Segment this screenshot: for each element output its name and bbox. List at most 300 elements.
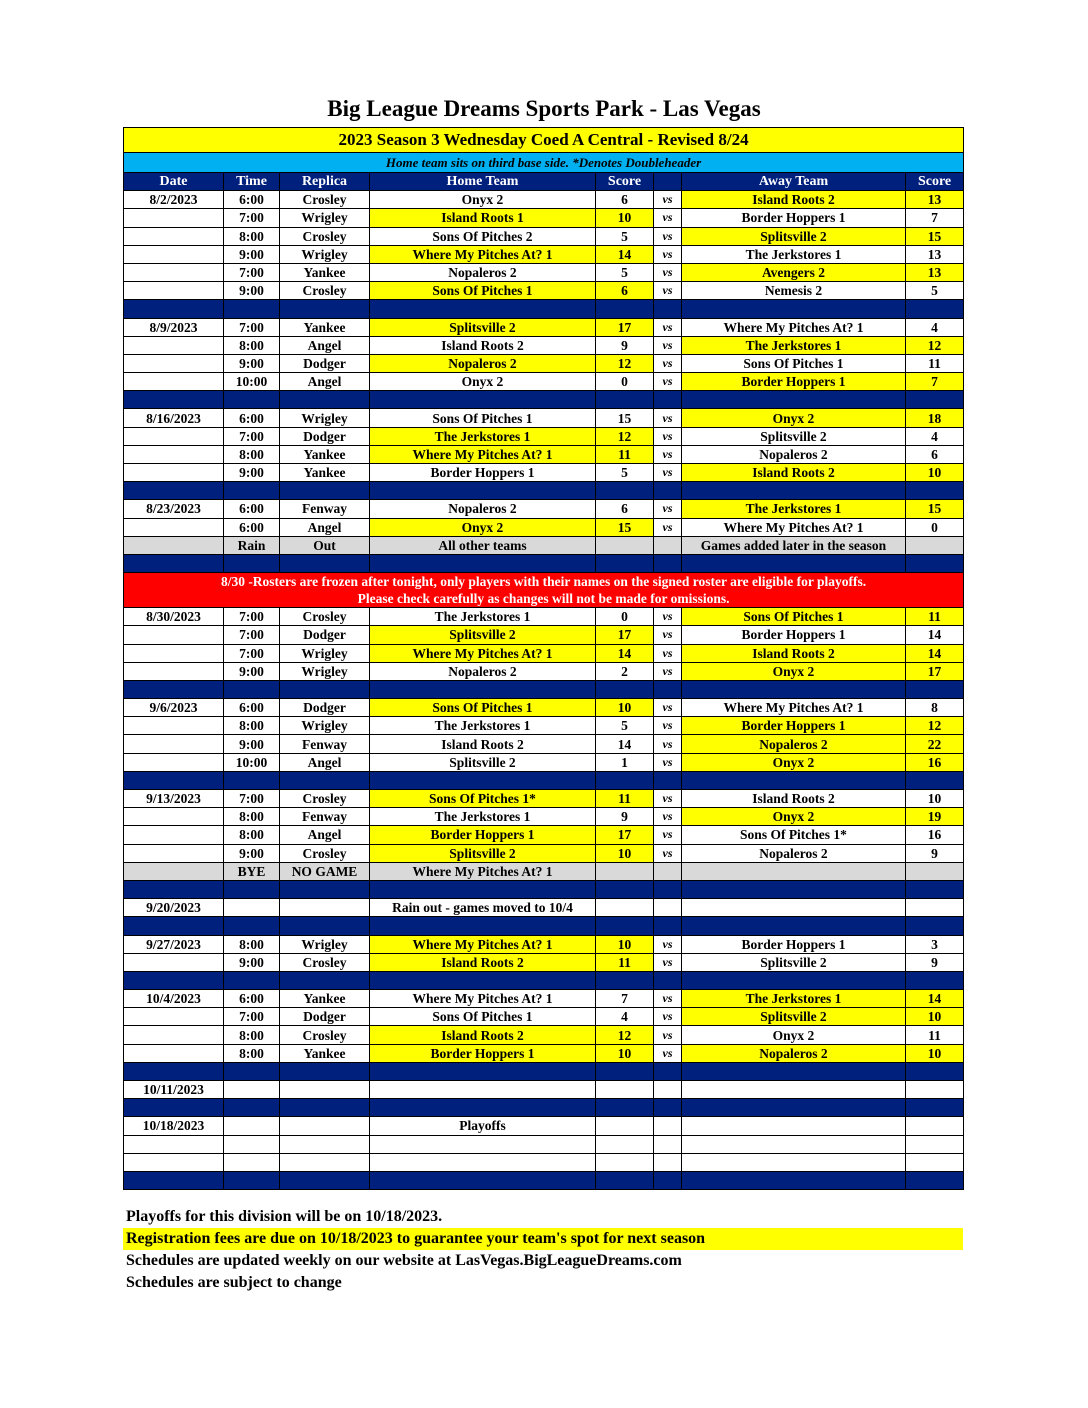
home-score-cell: 17 bbox=[596, 626, 654, 644]
game-row bbox=[124, 608, 964, 626]
game-row bbox=[124, 464, 964, 482]
field-cell: Wrigley bbox=[280, 935, 370, 953]
separator-cell bbox=[682, 880, 906, 898]
away-team-cell: Border Hoppers 1 bbox=[682, 935, 906, 953]
separator-cell bbox=[370, 482, 596, 500]
separator-cell bbox=[124, 917, 224, 935]
vs-cell: vs bbox=[654, 790, 682, 808]
game-row bbox=[124, 1153, 964, 1171]
vs-cell: vs bbox=[654, 464, 682, 482]
home-score-cell bbox=[596, 862, 654, 880]
col-time-header: Time bbox=[224, 173, 280, 191]
date-cell bbox=[124, 1135, 224, 1153]
separator-cell bbox=[280, 971, 370, 989]
home-score-cell: 10 bbox=[596, 699, 654, 717]
away-score-cell: 12 bbox=[906, 336, 964, 354]
home-team-cell: Onyx 2 bbox=[370, 373, 596, 391]
home-team-cell: Sons Of Pitches 1* bbox=[370, 790, 596, 808]
footer-line: Playoffs for this division will be on 10/18/2023. bbox=[126, 1208, 443, 1225]
home-team-cell: Sons Of Pitches 1 bbox=[370, 409, 596, 427]
vs-cell: vs bbox=[654, 191, 682, 209]
home-score-cell: 10 bbox=[596, 844, 654, 862]
header-row bbox=[124, 173, 964, 191]
date-cell bbox=[124, 1044, 224, 1062]
home-score-cell: 2 bbox=[596, 662, 654, 680]
field-cell: Fenway bbox=[280, 735, 370, 753]
away-team-cell: Island Roots 2 bbox=[682, 191, 906, 209]
vs-cell: vs bbox=[654, 626, 682, 644]
time-cell: 7:00 bbox=[224, 427, 280, 445]
time-cell: 7:00 bbox=[224, 790, 280, 808]
home-score-cell bbox=[596, 1153, 654, 1171]
time-cell: 9:00 bbox=[224, 464, 280, 482]
away-score-cell: 9 bbox=[906, 953, 964, 971]
roster-alert-line-1: 8/30 -Rosters are frozen after tonight, only players with their names on the signed roster are eligible for playoffs. bbox=[220, 574, 867, 590]
home-score-cell: 14 bbox=[596, 644, 654, 662]
away-score-cell: 10 bbox=[906, 790, 964, 808]
home-team-cell: Splitsville 2 bbox=[370, 753, 596, 771]
away-team-cell: Island Roots 2 bbox=[682, 464, 906, 482]
col-home-score-header: Score bbox=[596, 173, 654, 191]
home-team-cell: Nopaleros 2 bbox=[370, 662, 596, 680]
time-cell bbox=[224, 1153, 280, 1171]
field-cell: Yankee bbox=[280, 445, 370, 463]
home-score-cell: 0 bbox=[596, 373, 654, 391]
home-team-cell: Sons Of Pitches 1 bbox=[370, 282, 596, 300]
separator-cell bbox=[370, 917, 596, 935]
separator-cell bbox=[596, 1171, 654, 1189]
home-team-cell: Sons Of Pitches 1 bbox=[370, 1008, 596, 1026]
separator-cell bbox=[654, 880, 682, 898]
vs-cell: vs bbox=[654, 753, 682, 771]
away-team-cell: Games added later in the season bbox=[682, 536, 906, 554]
footer-line: Schedules are updated weekly on our website at LasVegas.BigLeagueDreams.com bbox=[126, 1252, 682, 1269]
vs-cell bbox=[654, 1081, 682, 1099]
away-score-cell: 4 bbox=[906, 427, 964, 445]
home-score-cell bbox=[596, 899, 654, 917]
time-cell: 7:00 bbox=[224, 626, 280, 644]
date-cell bbox=[124, 209, 224, 227]
away-team-cell: Island Roots 2 bbox=[682, 644, 906, 662]
game-row bbox=[124, 500, 964, 518]
home-score-cell: 6 bbox=[596, 500, 654, 518]
away-score-cell: 17 bbox=[906, 662, 964, 680]
home-score-cell: 1 bbox=[596, 753, 654, 771]
date-cell: 9/27/2023 bbox=[124, 935, 224, 953]
home-score-cell bbox=[596, 1117, 654, 1135]
col-away-header: Away Team bbox=[682, 173, 906, 191]
home-score-cell: 11 bbox=[596, 953, 654, 971]
separator-cell bbox=[370, 680, 596, 698]
away-team-cell: Border Hoppers 1 bbox=[682, 373, 906, 391]
home-score-cell: 5 bbox=[596, 263, 654, 281]
vs-cell: vs bbox=[654, 373, 682, 391]
separator-cell bbox=[370, 880, 596, 898]
game-row bbox=[124, 826, 964, 844]
game-row bbox=[124, 282, 964, 300]
home-score-cell: 14 bbox=[596, 245, 654, 263]
field-cell: Crosley bbox=[280, 227, 370, 245]
vs-cell bbox=[654, 899, 682, 917]
home-team-cell: Island Roots 1 bbox=[370, 209, 596, 227]
separator-cell bbox=[370, 1171, 596, 1189]
date-cell bbox=[124, 735, 224, 753]
separator-cell bbox=[906, 1062, 964, 1080]
time-cell: 7:00 bbox=[224, 1008, 280, 1026]
separator-cell bbox=[682, 1171, 906, 1189]
col-date-header: Date bbox=[124, 173, 224, 191]
time-cell: 7:00 bbox=[224, 318, 280, 336]
separator-cell bbox=[124, 971, 224, 989]
date-cell bbox=[124, 826, 224, 844]
time-cell: 6:00 bbox=[224, 518, 280, 536]
separator-row bbox=[124, 1099, 964, 1117]
separator-cell bbox=[682, 1062, 906, 1080]
away-score-cell: 14 bbox=[906, 990, 964, 1008]
home-score-cell: 5 bbox=[596, 717, 654, 735]
vs-cell: vs bbox=[654, 445, 682, 463]
away-score-cell bbox=[906, 1135, 964, 1153]
separator-cell bbox=[906, 391, 964, 409]
time-cell: 9:00 bbox=[224, 245, 280, 263]
away-team-cell: Sons Of Pitches 1 bbox=[682, 608, 906, 626]
field-cell: Crosley bbox=[280, 790, 370, 808]
date-cell: 9/6/2023 bbox=[124, 699, 224, 717]
time-cell: 7:00 bbox=[224, 644, 280, 662]
time-cell: 7:00 bbox=[224, 263, 280, 281]
date-cell bbox=[124, 536, 224, 554]
vs-cell: vs bbox=[654, 935, 682, 953]
separator-cell bbox=[654, 680, 682, 698]
away-team-cell: The Jerkstores 1 bbox=[682, 245, 906, 263]
away-score-cell: 13 bbox=[906, 263, 964, 281]
away-team-cell: Nemesis 2 bbox=[682, 282, 906, 300]
vs-cell: vs bbox=[654, 354, 682, 372]
away-team-cell bbox=[682, 899, 906, 917]
away-team-cell bbox=[682, 1081, 906, 1099]
home-score-cell: 0 bbox=[596, 608, 654, 626]
time-cell: 7:00 bbox=[224, 608, 280, 626]
time-cell: 8:00 bbox=[224, 826, 280, 844]
game-row bbox=[124, 409, 964, 427]
game-row bbox=[124, 735, 964, 753]
time-cell: 9:00 bbox=[224, 282, 280, 300]
home-team-cell: Splitsville 2 bbox=[370, 318, 596, 336]
home-score-cell: 14 bbox=[596, 735, 654, 753]
time-cell bbox=[224, 899, 280, 917]
away-score-cell: 9 bbox=[906, 844, 964, 862]
date-cell bbox=[124, 373, 224, 391]
separator-cell bbox=[124, 391, 224, 409]
field-cell: Dodger bbox=[280, 427, 370, 445]
home-score-cell: 4 bbox=[596, 1008, 654, 1026]
date-cell: 9/13/2023 bbox=[124, 790, 224, 808]
field-cell: Wrigley bbox=[280, 245, 370, 263]
away-team-cell: Onyx 2 bbox=[682, 808, 906, 826]
field-cell: NO GAME bbox=[280, 862, 370, 880]
game-row bbox=[124, 445, 964, 463]
home-score-cell: 10 bbox=[596, 1044, 654, 1062]
separator-cell bbox=[682, 971, 906, 989]
separator-cell bbox=[654, 971, 682, 989]
vs-cell: vs bbox=[654, 1026, 682, 1044]
away-score-cell: 13 bbox=[906, 245, 964, 263]
away-team-cell: Splitsville 2 bbox=[682, 953, 906, 971]
field-cell: Angel bbox=[280, 518, 370, 536]
separator-cell bbox=[280, 391, 370, 409]
home-team-cell: Border Hoppers 1 bbox=[370, 826, 596, 844]
vs-cell: vs bbox=[654, 1044, 682, 1062]
separator-cell bbox=[596, 1062, 654, 1080]
away-score-cell: 4 bbox=[906, 318, 964, 336]
separator-row bbox=[124, 917, 964, 935]
vs-cell bbox=[654, 1153, 682, 1171]
col-away-score-header: Score bbox=[906, 173, 964, 191]
away-score-cell: 14 bbox=[906, 644, 964, 662]
date-cell bbox=[124, 427, 224, 445]
separator-cell bbox=[280, 771, 370, 789]
home-score-cell bbox=[596, 1135, 654, 1153]
away-score-cell: 22 bbox=[906, 735, 964, 753]
date-cell bbox=[124, 282, 224, 300]
home-score-cell: 12 bbox=[596, 1026, 654, 1044]
home-score-cell: 6 bbox=[596, 191, 654, 209]
away-score-cell: 10 bbox=[906, 464, 964, 482]
time-cell: 8:00 bbox=[224, 336, 280, 354]
field-cell: Dodger bbox=[280, 1008, 370, 1026]
home-score-cell: 12 bbox=[596, 427, 654, 445]
home-score-cell: 17 bbox=[596, 318, 654, 336]
game-row bbox=[124, 717, 964, 735]
separator-row bbox=[124, 1062, 964, 1080]
game-row bbox=[124, 318, 964, 336]
vs-cell: vs bbox=[654, 318, 682, 336]
vs-cell: vs bbox=[654, 844, 682, 862]
separator-cell bbox=[370, 1099, 596, 1117]
vs-cell bbox=[654, 862, 682, 880]
field-cell bbox=[280, 899, 370, 917]
away-team-cell bbox=[682, 1117, 906, 1135]
separator-cell bbox=[370, 771, 596, 789]
date-cell bbox=[124, 336, 224, 354]
separator-cell bbox=[906, 300, 964, 318]
field-cell: Out bbox=[280, 536, 370, 554]
home-team-cell: Where My Pitches At? 1 bbox=[370, 445, 596, 463]
home-team-cell: Onyx 2 bbox=[370, 518, 596, 536]
date-cell: 8/30/2023 bbox=[124, 608, 224, 626]
separator-cell bbox=[280, 1099, 370, 1117]
separator-row bbox=[124, 880, 964, 898]
away-score-cell: 13 bbox=[906, 191, 964, 209]
away-score-cell: 11 bbox=[906, 608, 964, 626]
separator-cell bbox=[124, 554, 224, 572]
field-cell: Angel bbox=[280, 373, 370, 391]
date-cell bbox=[124, 464, 224, 482]
away-score-cell bbox=[906, 862, 964, 880]
date-cell: 10/4/2023 bbox=[124, 990, 224, 1008]
field-cell: Wrigley bbox=[280, 644, 370, 662]
away-team-cell: Where My Pitches At? 1 bbox=[682, 699, 906, 717]
separator-row bbox=[124, 680, 964, 698]
home-team-cell: Splitsville 2 bbox=[370, 626, 596, 644]
away-team-cell: Nopaleros 2 bbox=[682, 1044, 906, 1062]
time-cell: 8:00 bbox=[224, 1026, 280, 1044]
field-cell: Angel bbox=[280, 753, 370, 771]
separator-cell bbox=[124, 880, 224, 898]
date-cell bbox=[124, 1153, 224, 1171]
home-team-cell: Island Roots 2 bbox=[370, 336, 596, 354]
game-row bbox=[124, 808, 964, 826]
away-team-cell: Sons Of Pitches 1 bbox=[682, 354, 906, 372]
separator-cell bbox=[906, 917, 964, 935]
separator-cell bbox=[280, 554, 370, 572]
date-cell bbox=[124, 662, 224, 680]
home-team-cell: The Jerkstores 1 bbox=[370, 427, 596, 445]
game-row bbox=[124, 935, 964, 953]
field-cell: Dodger bbox=[280, 354, 370, 372]
separator-cell bbox=[682, 917, 906, 935]
vs-cell: vs bbox=[654, 608, 682, 626]
date-cell bbox=[124, 263, 224, 281]
field-cell bbox=[280, 1153, 370, 1171]
separator-cell bbox=[906, 771, 964, 789]
season-subtitle: 2023 Season 3 Wednesday Coed A Central - Revised 8/24 bbox=[124, 128, 964, 153]
separator-row bbox=[124, 391, 964, 409]
away-score-cell bbox=[906, 1081, 964, 1099]
time-cell: 9:00 bbox=[224, 844, 280, 862]
vs-cell: vs bbox=[654, 735, 682, 753]
separator-cell bbox=[654, 554, 682, 572]
home-score-cell: 5 bbox=[596, 464, 654, 482]
away-score-cell: 10 bbox=[906, 1044, 964, 1062]
roster-alert bbox=[124, 573, 964, 608]
date-cell bbox=[124, 862, 224, 880]
separator-cell bbox=[370, 1062, 596, 1080]
vs-cell: vs bbox=[654, 518, 682, 536]
game-row bbox=[124, 336, 964, 354]
away-team-cell: Nopaleros 2 bbox=[682, 844, 906, 862]
separator-cell bbox=[280, 482, 370, 500]
away-score-cell bbox=[906, 1153, 964, 1171]
bye-row bbox=[124, 862, 964, 880]
home-team-cell: Island Roots 2 bbox=[370, 735, 596, 753]
time-cell: 8:00 bbox=[224, 227, 280, 245]
time-cell: 8:00 bbox=[224, 717, 280, 735]
separator-cell bbox=[654, 391, 682, 409]
home-score-cell: 15 bbox=[596, 518, 654, 536]
time-cell: 8:00 bbox=[224, 1044, 280, 1062]
separator-row bbox=[124, 300, 964, 318]
separator-cell bbox=[124, 482, 224, 500]
separator-cell bbox=[906, 680, 964, 698]
time-cell: 9:00 bbox=[224, 953, 280, 971]
game-row bbox=[124, 373, 964, 391]
away-score-cell: 18 bbox=[906, 409, 964, 427]
separator-cell bbox=[596, 554, 654, 572]
separator-cell bbox=[124, 771, 224, 789]
date-cell bbox=[124, 227, 224, 245]
away-team-cell: The Jerkstores 1 bbox=[682, 990, 906, 1008]
field-cell: Crosley bbox=[280, 282, 370, 300]
away-score-cell bbox=[906, 536, 964, 554]
separator-cell bbox=[654, 482, 682, 500]
away-team-cell: Where My Pitches At? 1 bbox=[682, 518, 906, 536]
away-team-cell: Onyx 2 bbox=[682, 662, 906, 680]
separator-cell bbox=[224, 1171, 280, 1189]
date-cell bbox=[124, 717, 224, 735]
vs-cell: vs bbox=[654, 662, 682, 680]
separator-cell bbox=[654, 1099, 682, 1117]
bye-row bbox=[124, 536, 964, 554]
field-cell bbox=[280, 1135, 370, 1153]
field-cell: Wrigley bbox=[280, 209, 370, 227]
date-cell bbox=[124, 518, 224, 536]
game-row bbox=[124, 662, 964, 680]
separator-cell bbox=[224, 880, 280, 898]
vs-cell: vs bbox=[654, 808, 682, 826]
home-team-cell: Where My Pitches At? 1 bbox=[370, 935, 596, 953]
time-cell: 6:00 bbox=[224, 990, 280, 1008]
separator-cell bbox=[906, 482, 964, 500]
home-score-cell: 5 bbox=[596, 227, 654, 245]
separator-cell bbox=[596, 482, 654, 500]
date-cell bbox=[124, 953, 224, 971]
away-score-cell: 6 bbox=[906, 445, 964, 463]
away-team-cell: Island Roots 2 bbox=[682, 790, 906, 808]
separator-cell bbox=[906, 880, 964, 898]
home-team-cell: Island Roots 2 bbox=[370, 1026, 596, 1044]
field-cell: Angel bbox=[280, 336, 370, 354]
separator-cell bbox=[224, 1062, 280, 1080]
away-score-cell: 15 bbox=[906, 227, 964, 245]
date-cell bbox=[124, 844, 224, 862]
time-cell: Rain bbox=[224, 536, 280, 554]
home-team-cell: Where My Pitches At? 1 bbox=[370, 245, 596, 263]
time-cell bbox=[224, 1135, 280, 1153]
home-score-cell bbox=[596, 536, 654, 554]
separator-row bbox=[124, 482, 964, 500]
separator-cell bbox=[596, 300, 654, 318]
footer-line: Registration fees are due on 10/18/2023 to guarantee your team's spot for next season bbox=[123, 1228, 963, 1250]
home-team-cell: Onyx 2 bbox=[370, 191, 596, 209]
separator-row bbox=[124, 554, 964, 572]
separator-cell bbox=[370, 554, 596, 572]
roster-alert-line-2: Please check carefully as changes will not be made for omissions. bbox=[357, 591, 730, 607]
field-cell: Crosley bbox=[280, 1026, 370, 1044]
away-score-cell: 14 bbox=[906, 626, 964, 644]
away-team-cell: Where My Pitches At? 1 bbox=[682, 318, 906, 336]
date-cell: 10/18/2023 bbox=[124, 1117, 224, 1135]
game-row bbox=[124, 263, 964, 281]
date-cell: 8/9/2023 bbox=[124, 318, 224, 336]
away-team-cell: Splitsville 2 bbox=[682, 427, 906, 445]
field-cell: Crosley bbox=[280, 608, 370, 626]
game-row bbox=[124, 1044, 964, 1062]
separator-row bbox=[124, 1171, 964, 1189]
date-cell: 8/16/2023 bbox=[124, 409, 224, 427]
home-team-cell: The Jerkstores 1 bbox=[370, 808, 596, 826]
game-row bbox=[124, 245, 964, 263]
separator-cell bbox=[596, 880, 654, 898]
roster-alert-row bbox=[124, 573, 964, 608]
time-cell: 9:00 bbox=[224, 735, 280, 753]
separator-cell bbox=[906, 1099, 964, 1117]
separator-cell bbox=[682, 391, 906, 409]
away-score-cell bbox=[906, 899, 964, 917]
home-team-cell: Where My Pitches At? 1 bbox=[370, 990, 596, 1008]
date-cell bbox=[124, 1008, 224, 1026]
home-team-cell: Playoffs bbox=[370, 1117, 596, 1135]
